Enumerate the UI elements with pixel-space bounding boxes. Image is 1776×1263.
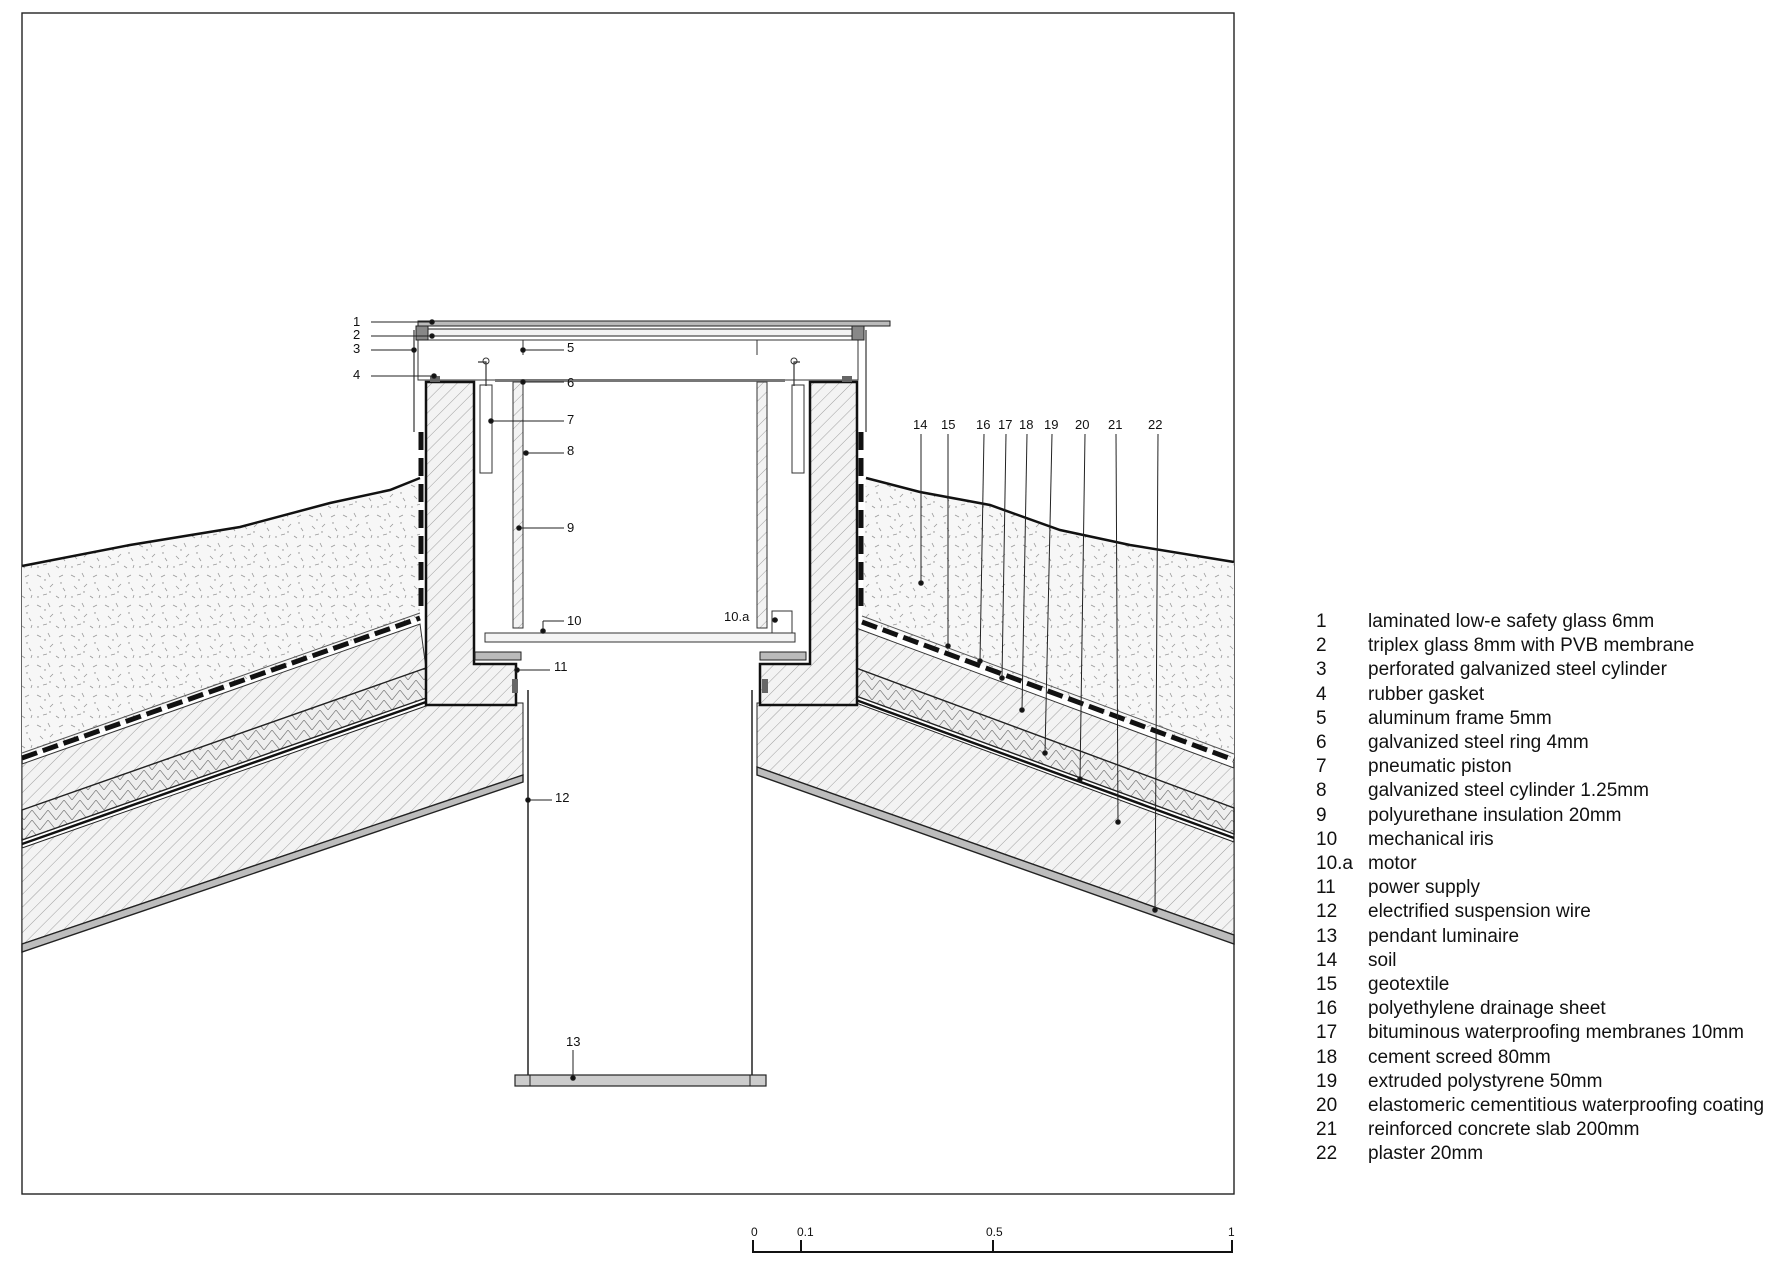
legend-number: 13 — [1316, 925, 1338, 947]
scale-bar — [751, 1225, 1235, 1253]
callout-4: 4 — [353, 367, 361, 382]
legend-text: galvanized steel ring 4mm — [1368, 732, 1589, 754]
legend-item — [1316, 707, 1776, 731]
callout-14: 14 — [913, 417, 928, 432]
legend-item — [1316, 876, 1776, 900]
callout-6: 6 — [567, 375, 575, 390]
pendant-luminaire — [515, 1075, 766, 1086]
legend-number: 8 — [1316, 780, 1327, 802]
callout-7: 7 — [567, 412, 575, 427]
legend-number: 3 — [1316, 659, 1327, 681]
legend-item — [1316, 804, 1776, 828]
legend-text: elastomeric cementitious waterproofing coating — [1368, 1095, 1765, 1117]
glass-triplex — [418, 329, 858, 336]
callout-8: 8 — [567, 443, 575, 458]
legend-text: aluminum frame 5mm — [1368, 707, 1552, 729]
legend-number: 12 — [1316, 901, 1338, 923]
legend-item — [1316, 731, 1776, 755]
legend-item — [1316, 1021, 1776, 1045]
legend-item — [1316, 828, 1776, 852]
power-supply-left — [475, 652, 521, 660]
callout-1: 1 — [353, 314, 361, 329]
legend-text: laminated low-e safety glass 6mm — [1368, 611, 1655, 632]
callout-3: 3 — [353, 341, 361, 356]
legend-text: motor — [1368, 853, 1417, 875]
legend-item — [1316, 1070, 1776, 1094]
rubber-gasket-right — [842, 376, 852, 382]
callout-20: 20 — [1075, 417, 1090, 432]
glass-6mm — [418, 321, 890, 326]
callout-16: 16 — [976, 417, 991, 432]
legend-text: triplex glass 8mm with PVB membrane — [1368, 635, 1695, 657]
legend-number: 2 — [1316, 635, 1327, 657]
legend-text: soil — [1368, 949, 1397, 971]
legend-item — [1316, 925, 1776, 949]
callout-10a: 10.a — [724, 609, 750, 624]
callout-15: 15 — [941, 417, 956, 432]
legend-item — [1316, 997, 1776, 1021]
legend-text: bituminous waterproofing membranes 10mm — [1368, 1022, 1744, 1044]
legend-number: 10 — [1316, 828, 1338, 850]
cylinder-left — [513, 382, 523, 628]
cylinder-right — [757, 382, 767, 628]
legend-number: 19 — [1316, 1070, 1338, 1092]
legend-text: reinforced concrete slab 200mm — [1368, 1119, 1640, 1141]
legend-text: electrified suspension wire — [1368, 901, 1591, 923]
callout-9: 9 — [567, 520, 575, 535]
legend-item — [1316, 852, 1776, 876]
legend-text: polyurethane insulation 20mm — [1368, 804, 1622, 826]
legend-number: 11 — [1316, 877, 1336, 899]
scale-label-01: 0.1 — [797, 1225, 814, 1239]
scale-label-05: 0.5 — [986, 1225, 1003, 1239]
legend-number: 18 — [1316, 1046, 1338, 1068]
clamp-right — [852, 326, 864, 340]
legend-text: cement screed 80mm — [1368, 1046, 1551, 1068]
legend-item — [1316, 949, 1776, 973]
legend-number: 7 — [1316, 756, 1327, 778]
legend-item — [1316, 658, 1776, 682]
callout-11: 11 — [554, 659, 568, 674]
clamp-left — [416, 326, 428, 340]
legend-item — [1316, 1094, 1776, 1118]
power-supply-right — [760, 652, 806, 660]
legend-item — [1316, 1046, 1776, 1070]
legend-text: perforated galvanized steel cylinder — [1368, 659, 1667, 681]
legend-item — [1316, 634, 1776, 658]
legend-item — [1316, 1118, 1776, 1142]
legend-number: 5 — [1316, 707, 1327, 729]
callout-10: 10 — [567, 613, 582, 628]
legend-text: pendant luminaire — [1368, 925, 1520, 947]
legend-item — [1316, 755, 1776, 779]
legend-item — [1316, 779, 1776, 803]
legend — [1316, 610, 1776, 1167]
legend-text: pneumatic piston — [1368, 756, 1512, 778]
callout-22: 22 — [1148, 417, 1163, 432]
callout-19: 19 — [1044, 417, 1059, 432]
legend-number: 6 — [1316, 732, 1327, 754]
legend-number: 4 — [1316, 683, 1327, 705]
legend-number: 15 — [1316, 974, 1338, 996]
legend-number: 14 — [1316, 949, 1338, 971]
legend-number: 9 — [1316, 804, 1327, 826]
piston-left — [480, 385, 492, 473]
legend-text: power supply — [1368, 877, 1480, 899]
legend-item — [1316, 610, 1776, 634]
callout-12: 12 — [555, 790, 570, 805]
scale-label-0: 0 — [751, 1225, 758, 1239]
legend-item — [1316, 1142, 1776, 1166]
piston-right — [792, 385, 804, 473]
legend-item — [1316, 973, 1776, 997]
legend-number: 22 — [1316, 1143, 1338, 1165]
legend-text: mechanical iris — [1368, 828, 1494, 850]
legend-number: 1 — [1316, 611, 1327, 632]
callout-21: 21 — [1108, 417, 1123, 432]
legend-text: geotextile — [1368, 974, 1450, 996]
callout-13: 13 — [566, 1034, 581, 1049]
legend-number: 20 — [1316, 1095, 1338, 1117]
legend-number: 17 — [1316, 1022, 1338, 1044]
mechanical-iris — [485, 633, 795, 642]
callout-5: 5 — [567, 340, 575, 355]
callout-2: 2 — [353, 327, 361, 342]
legend-number: 10.a — [1316, 853, 1353, 875]
legend-text: polyethylene drainage sheet — [1368, 998, 1606, 1020]
legend-item — [1316, 683, 1776, 707]
legend-text: rubber gasket — [1368, 683, 1485, 705]
legend-text: extruded polystyrene 50mm — [1368, 1070, 1603, 1092]
legend-item — [1316, 900, 1776, 924]
legend-number: 16 — [1316, 998, 1338, 1020]
legend-text: galvanized steel cylinder 1.25mm — [1368, 780, 1649, 802]
scale-label-1: 1 — [1228, 1225, 1235, 1239]
callout-18: 18 — [1019, 417, 1034, 432]
legend-number: 21 — [1316, 1119, 1338, 1141]
legend-text: plaster 20mm — [1368, 1143, 1484, 1165]
callout-17: 17 — [998, 417, 1013, 432]
